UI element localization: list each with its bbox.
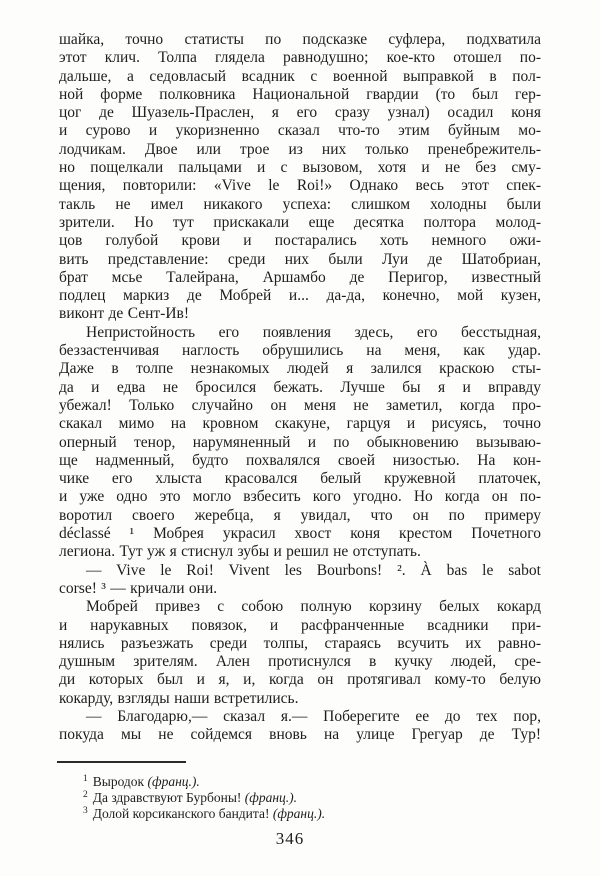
text-line: нялись разъезжать среди толпы, стараясь всучить их равно- [59,634,541,652]
text-line: Непристойность его появления здесь, его бесстыдная, [86,323,541,341]
main-text [59,31,541,745]
paragraph [59,562,541,599]
text-line: — Vive le Roi! Vivent les Bourbons! ². À bas le sabot [86,561,541,579]
text-line: брат мсье Талейрана, Аршамбо де Перигор, известный [59,268,541,286]
text-line: ной форме полковника Национальной гвардии (то был гер- [59,85,541,103]
text-line: чике его хлыста красовался белый кружевной платочек, [59,470,541,488]
text-line: убежал! Только случайно он меня не заметил, когда про- [59,396,541,414]
footnote-marker: 3 [83,805,88,816]
footnote-text: Да здравствуют Бурбоны! [92,790,245,805]
text-line: дальше, а седовласый всадник с военной выправкой в пол- [59,67,541,85]
text-line: ди которых был и я, и, когда он протягивал кому-то белую [59,671,541,689]
text-line: виконт де Сент-Ив! [59,305,190,323]
text-line: оперный тенор, нарумяненный и по обыкновению вызываю- [59,433,541,451]
footnote-divider [57,761,186,763]
text-line: Мобрей привез с собою полную корзину белых кокард [86,598,541,616]
text-line: вить представление: среди них были Луи де Шатобриан, [59,250,541,268]
text-line: ще надменный, будто похвалялся своей низостью. На кон- [59,451,541,469]
text-line: скакал мимо на кровном скакуне, гарцуя и рисуясь, точно [59,415,541,433]
text-line: этот клич. Толпа глядела равнодушно; кое-кто отошел по- [59,49,541,67]
text-line: беззастенчивая наглость обрушились на меня, как удар. [59,342,541,360]
footnote-language-note: (франц.). [244,790,298,805]
footnote-language-note: (франц.). [272,806,326,821]
footnote [59,790,541,806]
text-line: Даже в толпе незнакомых людей я залился краскою сты- [59,360,541,378]
text-line: щения, повторили: «Vive le Roi!» Однако весь этот спек- [59,177,541,195]
text-line: и уже одно это могло взбесить кого угодно. Но когда он по- [59,488,541,506]
text-line: цов голубой крови и постарались хоть немного ожи- [59,232,541,250]
footnotes [59,774,541,822]
text-line: — Благодарю,— сказал я.— Поберегите ее до тех пор, [86,707,541,725]
footnote-marker: 2 [83,789,88,800]
footnote-text: Долой корсиканского бандита! [92,806,273,821]
page-number: 346 [275,829,305,848]
text-line: и нарукавных повязок, и расфранченные всадники при- [59,616,541,634]
text-line: шайка, точно статисты по подсказке суфлера, подхватила [59,31,541,48]
text-line: corse! ³ — кричали они. [59,579,218,597]
text-line: зрители. Но тут прискакали еще десятка полтора молод- [59,213,541,231]
text-line: и сурово и укоризненно сказал что-то этим буйным мо- [59,122,541,140]
text-line: легиона. Тут уж я стиснул зубы и решил не отступать. [59,543,421,561]
text-line: лодчикам. Двое или трое из них только пренебрежитель- [59,140,541,158]
text-line: покуда мы не сойдемся вновь на улице Грегуар де Тур! [59,726,541,744]
footnote-text: Выродок [92,774,148,789]
text-line: кокарду, взгляды наши встретились. [59,689,299,707]
paragraph [59,708,541,745]
text-line: душным зрителям. Ален протиснулся в кучку людей, сре- [59,653,541,671]
footnote [59,806,541,822]
footnote-marker: 1 [83,773,88,784]
paragraph [59,31,541,324]
paragraph [59,324,541,562]
text-line: такль не имел никакого успеха: слишком холодны были [59,195,541,213]
text-line: цог де Шуазель-Праслен, я его сразу узнал) осадил коня [59,104,541,122]
text-line: воротил своего жеребца, я увидал, что он по примеру [59,506,541,524]
footnote-language-note: (франц.). [147,774,200,789]
text-line: подлец маркиз де Мобрей и... да-да, конечно, мой кузен, [59,287,541,305]
text-line: но пощелкали пальцами и с вызовом, хотя и не без сму- [59,159,541,177]
footnote [59,774,541,790]
text-line: déclassé ¹ Мобрея украсил хвост коня крестом Почетного [59,525,541,543]
text-line: да и едва не бросился бежать. Лучше бы я и вправду [59,378,541,396]
paragraph [59,598,541,708]
